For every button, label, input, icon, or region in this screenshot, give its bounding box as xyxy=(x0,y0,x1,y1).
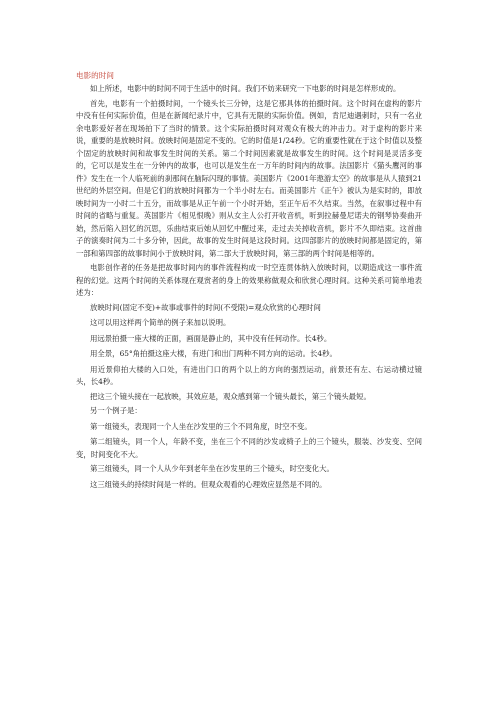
paragraph-formula: 放映时间(固定不变)+故事或事件的时间(不受限)=观众欣赏的心理时间 xyxy=(90,302,321,312)
paragraph-group-two: 第二组镜头，同一个人，年龄不变，坐在三个不同的沙发或椅子上的三个镜头，服装、沙发变、空间变，时间变化不大。 xyxy=(76,437,422,459)
paragraph-group-three: 第三组镜头，同一个人从少年到老年坐在沙发里的三个镜头，时空变化大。 xyxy=(90,464,334,473)
paragraph-time-factors: 首先，电影有一个拍摄时间，一个镜头长三分钟，这是它那具体的拍摄时间。这个时间在虚构的影片中没有任何实际价值，但是在新闻纪录片中，它具有无限的实际价值。例如，肯尼迪遇刺时，只有一名业余电影爱好者在现场拍下了当时的情景。这个实际拍摄时间对观众有极大的冲击力。对于虚构的影片来说，重要的是放映时间。放映时间是固定不变的。它的时值是1/24秒。它的重要性就在于这个时值以及整个固定的放映时间和故事发生时间的关系。第二个时间因素就是故事发生的时间。这个时间是灵活多变的，它可以是发生在一分钟内的故事，也可以是发生在一万年的时间内的故事。法国影片《猫头鹰河的事件》发生在一个人临死前的刹那间在脑际闪现的事情。美国影片《2001年遨游太空》的故事是从人猿到21世纪的外层空间。但是它们的放映时间都为一个半小时左右。而美国影片《正午》被认为是实时的，即放映时间为一小时二十五分，而故事是从正午前一个小时开始，至正午后不久结束。当然，在叙事过程中有时间的省略与重复。英国影片《相见恨晚》则从女主人公打开收音机，听到拉赫曼尼诺夫的钢琴协奏曲开始，然后陷入回忆的沉思，乐曲结束后她从回忆中醒过来，走过去关掉收音机，影片不久即结束。这首曲子的演奏时间为二十多分钟，因此，故事的发生时间是这段时间。这四部影片的放映时间都是固定的，第一部和第四部的故事时间小于放映时间，第二部大于放映时间，第三部的两个时间是相等的。 xyxy=(76,98,423,258)
paragraph-shot-close: 用近景仰拍大楼的入口处，有进出门口的两个以上的方向的强烈运动，前景还有左、右运动横过镜头，长4秒。 xyxy=(76,364,422,386)
paragraph-conclusion: 这三组镜头的持续时间是一样的。但观众观看的心理效应显然是不同的。 xyxy=(90,479,327,489)
document-title: 电影的时间 xyxy=(76,71,114,80)
paragraph-shot-full: 用全景，65°角拍摄这座大楼，有进门和出门两种不同方向的运动。长4秒。 xyxy=(90,349,337,358)
paragraph-another-example: 另一个例子是： xyxy=(90,406,142,415)
document-page xyxy=(76,70,422,494)
paragraph-group-one: 第一组镜头，表现同一个人坐在沙发里的三个不同角度，时空不变。 xyxy=(90,421,312,431)
paragraph-shot-long: 用远景拍摄一座大楼的正面，画面是静止的，其中没有任何动作。长4秒。 xyxy=(90,333,332,343)
paragraph-shot-effect: 把这三个镜头接在一起放映，其效应是，观众感到第一个镜头最长，第三个镜头最短。 xyxy=(90,391,371,401)
paragraph-example-intro: 这可以用这样两个简单的例子来加以说明。 xyxy=(90,318,231,327)
paragraph-intro: 如上所述，电影中的时间不同于生活中的时间。我们不妨来研究一下电影的时间是怎样形成的。 xyxy=(90,84,401,93)
paragraph-creator-task: 电影创作者的任务是把故事时间内的事件流程构成一时空连贯体纳入放映时间，以期造成这一事件流程的幻觉。这两个时间的关系体现在观赏者的身上的效果称做观众和欣赏心理时间。这种关系可简单地表述为： xyxy=(76,263,422,297)
